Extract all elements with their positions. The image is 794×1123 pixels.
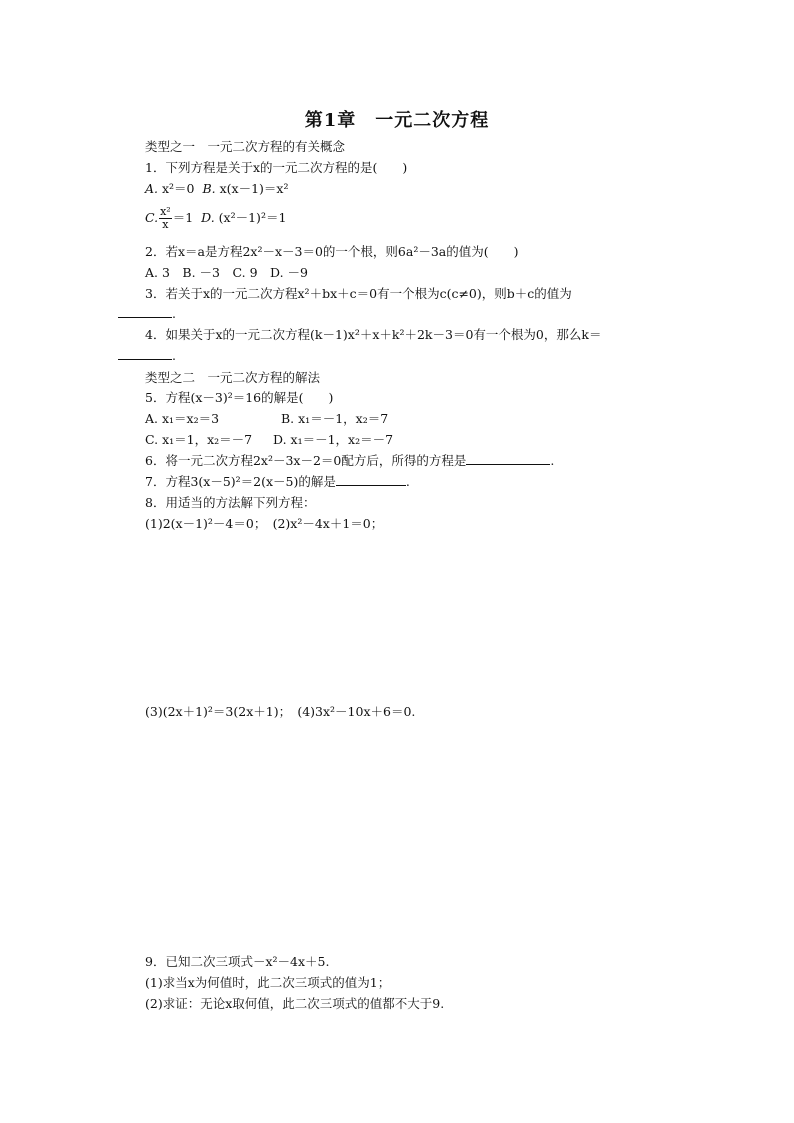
question-9-sub2: (2)求证：无论x取何值，此二次三项式的值都不大于9.	[145, 996, 445, 1011]
question-6-stem	[145, 453, 554, 469]
section-heading-2: 类型之二 一元二次方程的解法	[145, 370, 321, 385]
option-a-label: A.	[145, 181, 159, 196]
option-a: x²＝0	[162, 181, 195, 196]
option-c-fraction	[159, 206, 172, 231]
question-8-part1: (1)2(x－1)²－4＝0； (2)x²－4x＋1＝0；	[145, 516, 384, 531]
period: .	[172, 306, 176, 321]
period: .	[405, 474, 410, 489]
period: .	[550, 453, 555, 468]
period: .	[172, 348, 176, 363]
section-heading-1: 类型之一 一元二次方程的有关概念	[145, 139, 346, 154]
question-5-options-ab	[145, 411, 388, 427]
question-7-text: 7．方程3(x－5)²＝2(x－5)的解是	[145, 474, 336, 489]
option-d: D. x₁＝－1，x₂＝－7	[273, 432, 394, 447]
question-3-stem: 3．若关于x的一元二次方程x²＋bx＋c＝0有一个根为c(c≠0)，则b＋c的值为	[145, 286, 572, 301]
page-title: 第1章 一元二次方程	[304, 110, 490, 131]
question-1-options-cd	[145, 206, 286, 231]
question-5-stem: 5．方程(x－3)²＝16的解是( )	[145, 390, 334, 405]
answer-blank[interactable]	[118, 348, 172, 360]
question-1-options-ab	[145, 181, 289, 197]
option-c-label: C.	[145, 210, 159, 225]
question-3-answer-line	[118, 306, 176, 322]
question-5-options-cd	[145, 432, 393, 448]
option-b: x(x－1)＝x²	[219, 181, 289, 196]
option-b-label: B.	[202, 181, 216, 196]
question-2-options: A. 3 B. －3 C. 9 D. －9	[145, 265, 309, 280]
option-a: A. x₁＝x₂＝3	[145, 411, 220, 426]
option-b: B. x₁＝－1，x₂＝7	[281, 411, 389, 426]
answer-blank[interactable]	[118, 306, 172, 318]
question-9-sub1: (1)求当x为何值时，此二次三项式的值为1；	[145, 975, 391, 990]
question-7-stem	[145, 474, 410, 490]
fraction-denominator: x	[162, 218, 169, 231]
option-d-label: D.	[201, 210, 215, 225]
answer-blank[interactable]	[336, 474, 406, 486]
question-2-stem: 2．若x＝a是方程2x²－x－3＝0的一个根，则6a²－3a的值为( )	[145, 244, 519, 259]
fraction-numerator: x²	[160, 205, 171, 218]
question-4-stem: 4．如果关于x的一元二次方程(k－1)x²＋x＋k²＋2k－3＝0有一个根为0，那么k＝	[145, 327, 602, 342]
question-1-stem: 1．下列方程是关于x的一元二次方程的是( )	[145, 160, 408, 175]
option-c: C. x₁＝1，x₂＝－7	[145, 432, 253, 447]
answer-blank[interactable]	[466, 453, 550, 465]
option-d: (x²－1)²＝1	[218, 210, 287, 225]
question-8-part2: (3)(2x＋1)²＝3(2x＋1)； (4)3x²－10x＋6＝0.	[145, 704, 416, 719]
question-6-text: 6．将一元二次方程2x²－3x－2＝0配方后，所得的方程是	[145, 453, 467, 468]
question-9-stem: 9．已知二次三项式－x²－4x＋5.	[145, 954, 330, 969]
option-c-rest: ＝1	[172, 210, 194, 225]
question-8-stem: 8．用适当的方法解下列方程：	[145, 495, 316, 510]
question-4-answer-line	[118, 348, 176, 364]
